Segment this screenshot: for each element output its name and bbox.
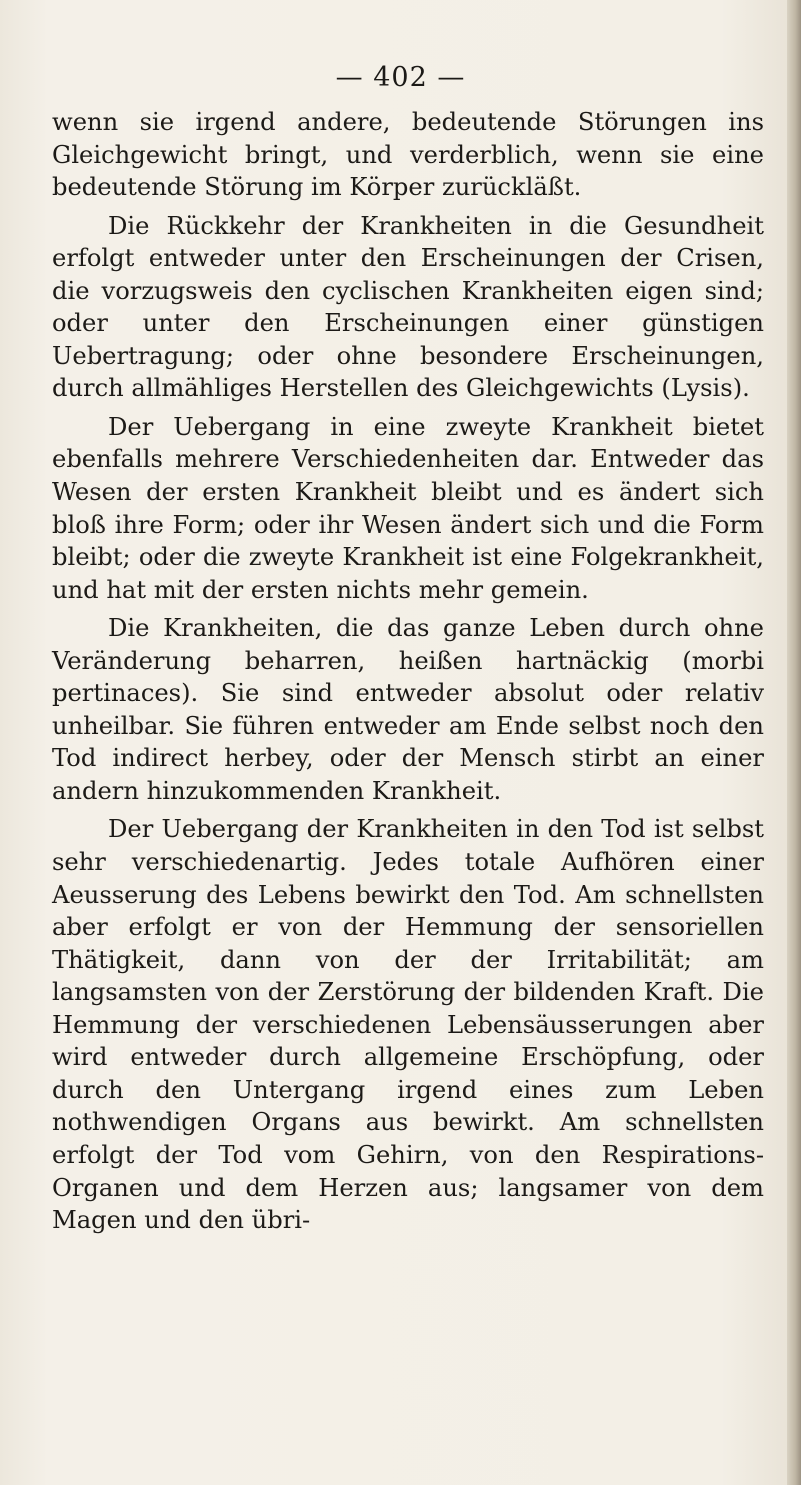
paragraph-1: wenn sie irgend andere, bedeutende Störungen ins Gleichgewicht bringt, und verderblich, wenn sie eine bedeutende Störung im Körper zurückläßt. [52,108,764,202]
paragraph-5: Der Uebergang der Krankheiten in den Tod ist selbst sehr verschiedenartig. Jedes totale Aufhören einer Aeusserung des Lebens bewirkt den Tod. Am schnellsten aber erfolgt er von der Hemmung der sensoriellen Thätigkeit, dann von der der Irritabilität; am langsamsten von der Zerstörung der bildenden Kraft. Die Hemmung der verschiedenen Lebensäusserungen aber wird entweder durch allgemeine Erschöpfung, oder durch den Untergang irgend eines zum Leben nothwendigen Organs aus bewirkt. Am schnellsten erfolgt der Tod vom Gehirn, von den Respirations-Organen und dem Herzen aus; langsamer von dem Magen und den übri- [52,815,764,1235]
paragraph-4: Die Krankheiten, die das ganze Leben durch ohne Veränderung beharren, heißen hartnäckig (morbi pertinaces). Sie sind entweder absolut oder relativ unheilbar. Sie führen entweder am Ende selbst noch den Tod indirect herbey, oder der Mensch stirbt an einer andern hinzukommenden Krankheit. [52,614,764,805]
paragraph-3: Der Uebergang in eine zweyte Krankheit bietet ebenfalls mehrere Verschiedenheiten dar. Entweder das Wesen der ersten Krankheit bleibt und es ändert sich bloß ihre Form; oder ihr Wesen ändert sich und die Form bleibt; oder die zweyte Krankheit ist eine Folgekrankheit, und hat mit der ersten nichts mehr gemein. [52,412,764,604]
paragraph-2: Die Rückkehr der Krankheiten in die Gesundheit erfolgt entweder unter den Erscheinungen der Crisen, die vorzugsweis den cyclischen Krankheiten eigen sind; oder unter den Erscheinungen einer günstigen Uebertragung; oder ohne besondere Erscheinungen, durch allmähliges Herstellen des Gleichgewichts (Lysis). [52,211,764,403]
body-text [52,106,764,1243]
page-spine-edge [787,0,801,1485]
page-number: — 402 — [335,62,466,93]
